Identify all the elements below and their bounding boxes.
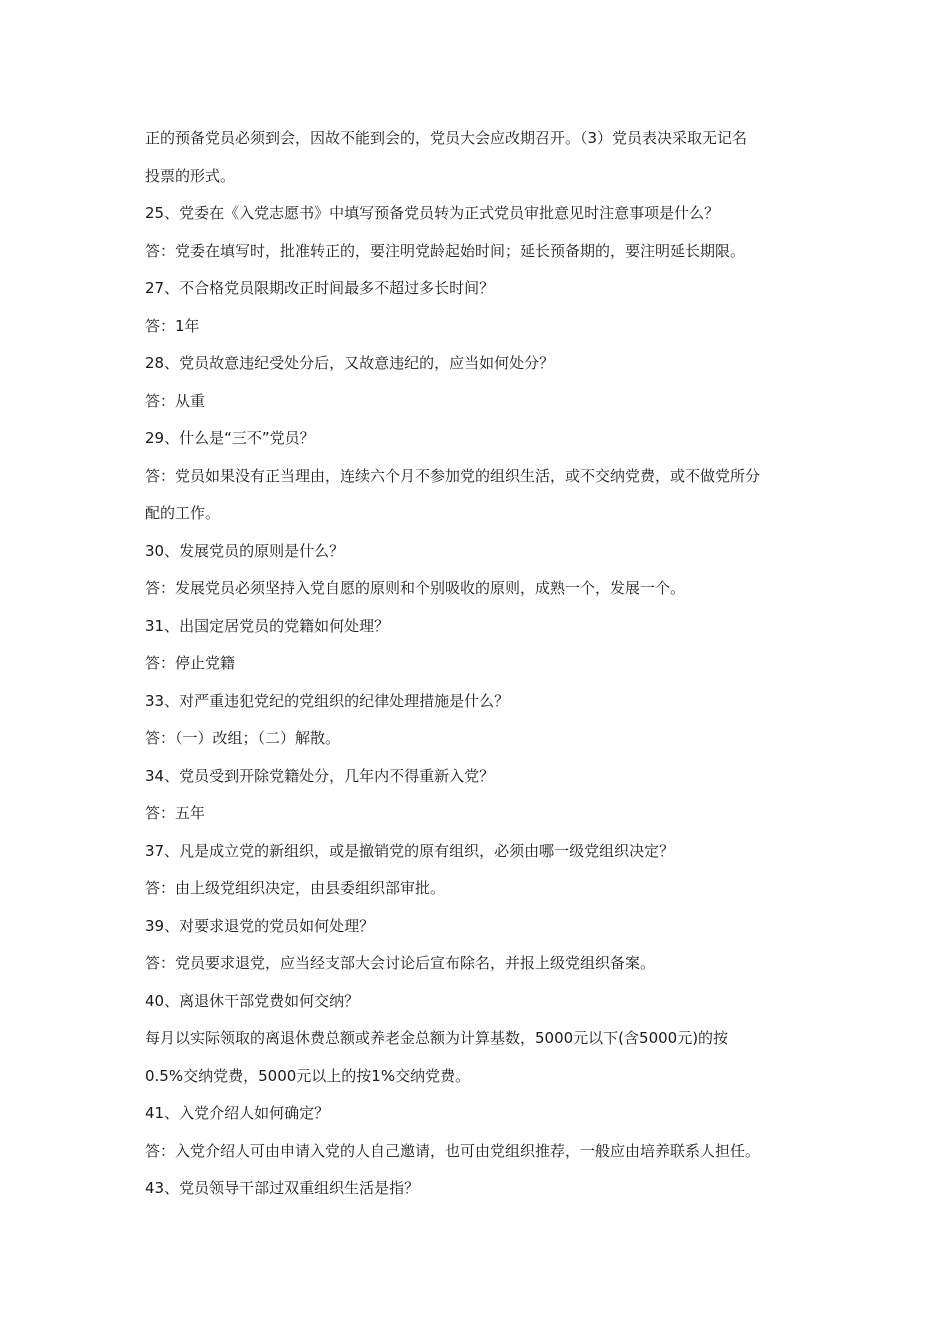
answer-line: 答：党员要求退党，应当经支部大会讨论后宣布除名，并报上级党组织备案。	[145, 954, 656, 972]
answer-line: 0.5%交纳党费，5000元以上的按1%交纳党费。	[145, 1066, 471, 1085]
answer-line: 每月以实际领取的离退休费总额或养老金总额为计算基数，5000元以下(含5000元)的按	[145, 1029, 729, 1047]
answer-line: 答：1年	[145, 316, 200, 335]
question-line: 43、党员领导干部过双重组织生活是指？	[145, 1179, 420, 1197]
answer-line: 答：由上级党组织决定，由县委组织部审批。	[145, 879, 446, 897]
answer-line: 配的工作。	[145, 504, 221, 522]
answer-line: 答：五年	[145, 804, 206, 822]
answer-line: 答：入党介绍人可由申请入党的人自己邀请，也可由党组织推荐，一般应由培养联系人担任。	[145, 1141, 761, 1160]
answer-line: 答：发展党员必须坚持入党自愿的原则和个别吸收的原则，成熟一个，发展一个。	[145, 579, 686, 597]
text-line: 正的预备党员必须到会，因故不能到会的，党员大会应改期召开。（3）党员表决采取无记名	[145, 129, 748, 147]
question-line: 39、对要求退党的党员如何处理？	[145, 916, 375, 935]
answer-line: 答：党委在填写时，批准转正的，要注明党龄起始时间；延长预备期的，要注明延长期限。	[145, 241, 746, 260]
question-line: 37、凡是成立党的新组织，或是撤销党的原有组织，必须由哪一级党组织决定？	[145, 841, 675, 860]
question-line: 27、不合格党员限期改正时间最多不超过多长时间？	[145, 279, 495, 297]
question-line: 28、党员故意违纪受处分后，又故意违纪的，应当如何处分？	[145, 354, 555, 372]
question-line: 30、发展党员的原则是什么？	[145, 541, 345, 560]
text-line: 投票的形式。	[145, 166, 236, 185]
question-line: 34、党员受到开除党籍处分，几年内不得重新入党？	[145, 766, 495, 785]
answer-line: 答：党员如果没有正当理由，连续六个月不参加党的组织生活，或不交纳党费，或不做党所分	[145, 466, 761, 485]
question-line: 41、入党介绍人如何确定？	[145, 1104, 330, 1122]
answer-line: 答：（一）改组；（二）解散。	[145, 729, 341, 747]
question-line: 25、党委在《入党志愿书》中填写预备党员转为正式党员审批意见时注意事项是什么？	[145, 204, 720, 222]
question-line: 40、离退休干部党费如何交纳？	[145, 991, 360, 1010]
question-line: 31、出国定居党员的党籍如何处理？	[145, 616, 390, 635]
answer-line: 答：停止党籍	[145, 654, 236, 672]
document-body	[145, 120, 813, 1208]
question-line: 29、什么是“三不”党员？	[145, 429, 315, 447]
question-line: 33、对严重违犯党纪的党组织的纪律处理措施是什么？	[145, 691, 510, 710]
answer-line: 答：从重	[145, 391, 206, 410]
